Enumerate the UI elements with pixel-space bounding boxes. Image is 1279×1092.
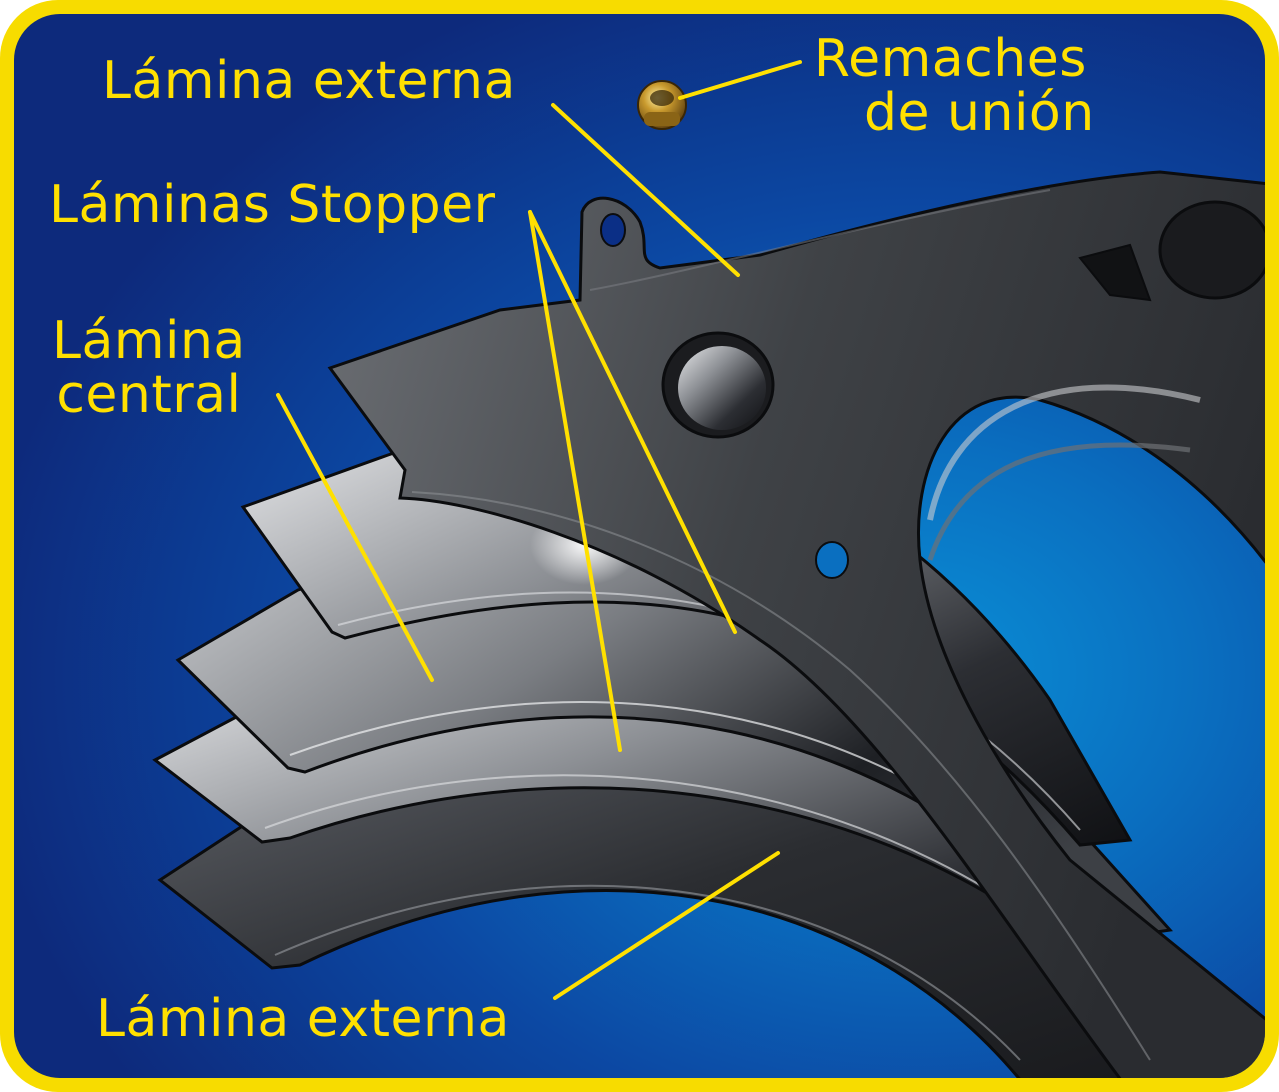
label-center-line1: Lámina xyxy=(52,311,246,371)
blue-background-panel xyxy=(14,14,1265,1078)
label-center-layer xyxy=(52,311,246,425)
leader-rivets xyxy=(680,62,800,98)
label-outer-layer-top: Lámina externa xyxy=(102,51,516,111)
label-stopper-layers: Láminas Stopper xyxy=(49,175,496,235)
label-rivets-line1: Remaches xyxy=(813,29,1087,89)
label-rivets xyxy=(806,29,1095,143)
label-rivets-line2: de unión xyxy=(864,83,1095,143)
gasket-illustration xyxy=(14,14,1265,1078)
label-outer-layer-bottom: Lámina externa xyxy=(96,989,510,1049)
label-center-line2: central xyxy=(56,365,242,425)
rivet-icon xyxy=(638,81,686,129)
